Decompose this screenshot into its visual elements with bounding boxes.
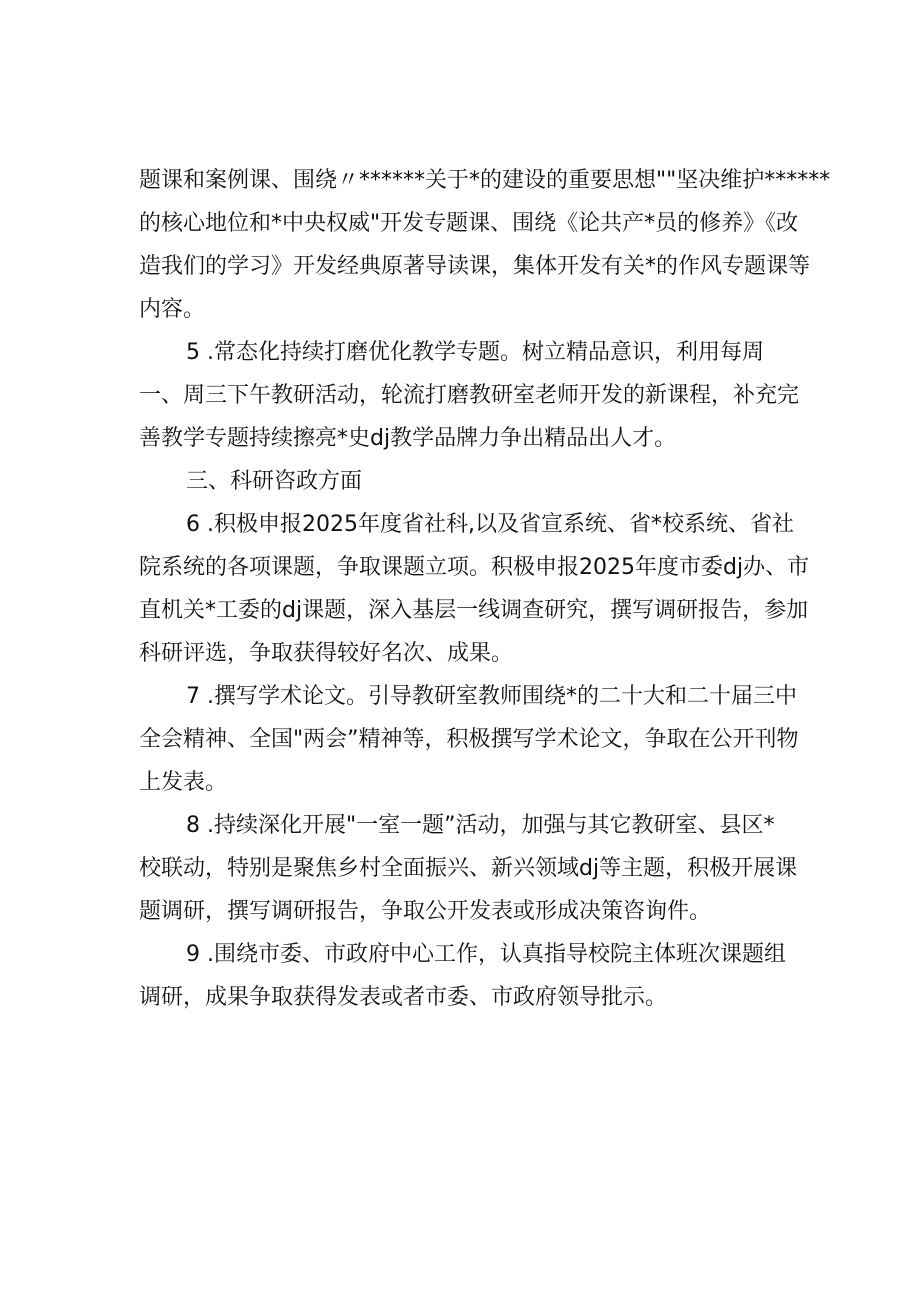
text-line: 的核心地位和*中央权威"开发专题课、围绕《论共产*员的修养》《改 (139, 211, 799, 236)
text-line: 6 .积极申报2025年度省社科,以及省宣系统、省*校系统、省社 (186, 512, 794, 537)
text-line: 5 .常态化持续打磨优化教学专题。树立精品意识，利用每周 (186, 340, 764, 365)
text-line: 题调研，撰写调研报告，争取公开发表或形成决策咨询件。 (139, 899, 712, 924)
text-line: 科研评选，争取获得较好名次、成果。 (139, 641, 514, 666)
text-line: 一、周三下午教研活动，轮流打磨教研室老师开发的新课程，补充完 (139, 383, 800, 408)
text-line: 直机关*工委的dj课题，深入基层一线调查研究，撰写调研报告，参加 (139, 598, 809, 623)
text-line: 上发表。 (139, 770, 228, 795)
text-line: 调研，成果争取获得发表或者市委、市政府领导批示。 (139, 985, 668, 1010)
text-line: 全会精神、全国"两会”精神等，积极撰写学术论文，争取在公开刊物 (139, 727, 799, 752)
text-line: 8 .持续深化开展"一室一题”活动，加强与其它教研室、县区* (186, 813, 775, 838)
text-line: 题课和案例课、围绕〃******关于*的建设的重要思想""坚决维护****** (139, 168, 831, 193)
text-line: 7 .撰写学术论文。引导教研室教师围绕*的二十大和二十届三中 (186, 684, 797, 709)
text-line: 院系统的各项课题，争取课题立项。积极申报2025年度市委dj办、市 (139, 555, 810, 580)
text-line: 校联动，特别是聚焦乡村全面振兴、新兴领域dj等主题，积极开展课 (139, 856, 798, 881)
text-line: 善教学专题持续擦亮*史dj教学品牌力争出精品出人才。 (139, 426, 677, 451)
text-line: 9 .围绕市委、市政府中心工作，认真指导校院主体班次课题组 (186, 942, 786, 967)
text-line: 内容。 (139, 297, 206, 322)
section-heading: 三、科研咨政方面 (186, 469, 363, 494)
text-line: 造我们的学习》开发经典原著导读课，集体开发有关*的作风专题课等 (139, 254, 811, 279)
